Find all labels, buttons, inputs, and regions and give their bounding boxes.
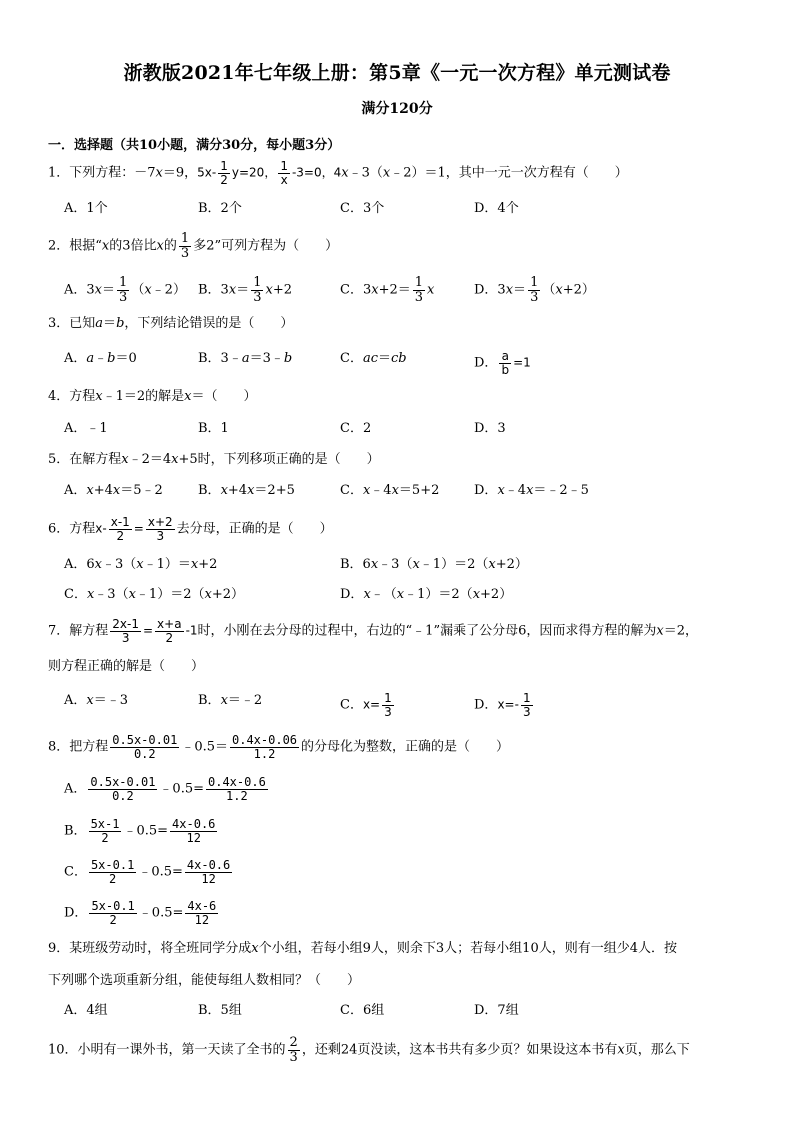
q9-text: 9．某班级劳动时，将全班同学分成 bbox=[48, 941, 252, 956]
q3-option-a[interactable] bbox=[64, 350, 137, 368]
q6-text: 6．方程 bbox=[48, 521, 96, 537]
option-text: D． bbox=[474, 483, 498, 498]
q4-text: 4．方程 bbox=[48, 389, 96, 404]
q2-text: 2．根据“ bbox=[48, 238, 102, 254]
denominator: 1.2 bbox=[253, 746, 276, 761]
denominator: 3 bbox=[530, 289, 539, 305]
option-expr: x= bbox=[362, 697, 381, 712]
q4-var: x bbox=[95, 389, 103, 404]
option-text: A．6 bbox=[64, 557, 95, 572]
var: x bbox=[555, 282, 563, 298]
q6-option-a[interactable] bbox=[64, 556, 217, 574]
question-4 bbox=[48, 388, 257, 406]
denominator: 3 bbox=[156, 528, 165, 543]
option-text: ﹣3（ bbox=[378, 557, 413, 572]
option-text: C． bbox=[340, 483, 363, 498]
q5-text: 5．在解方程 bbox=[48, 452, 122, 467]
q2-var: x bbox=[156, 238, 164, 254]
option-fraction bbox=[521, 692, 533, 718]
q1-option-c[interactable]: C．3个 bbox=[340, 201, 385, 216]
q1-var: x bbox=[341, 165, 349, 181]
q1-expr: -3=0，4 bbox=[291, 165, 342, 180]
var: x bbox=[220, 693, 228, 708]
numerator: 1 bbox=[119, 275, 128, 290]
var: x bbox=[86, 693, 94, 708]
q9-option-b[interactable]: B．5组 bbox=[198, 1003, 242, 1018]
question-7-line-2: 则方程正确的解是（ ） bbox=[48, 659, 205, 674]
q8-text: 8．把方程 bbox=[48, 739, 109, 755]
option-text: +2） bbox=[562, 282, 595, 298]
option-text: ＝ bbox=[513, 282, 527, 298]
q9-option-d[interactable]: D．7组 bbox=[474, 1003, 519, 1018]
numerator: 1 bbox=[220, 159, 228, 173]
option-text: ＝ bbox=[102, 282, 116, 298]
q2-fraction bbox=[179, 232, 191, 260]
option-text: ﹣4 bbox=[370, 483, 392, 498]
numerator: 1 bbox=[384, 691, 392, 705]
option-fraction bbox=[117, 276, 129, 304]
option-fraction bbox=[185, 859, 232, 885]
q7-text: 7．解方程 bbox=[48, 623, 109, 639]
q1-option-b[interactable]: B．2个 bbox=[198, 201, 242, 216]
option-text: A． bbox=[64, 693, 87, 708]
q1-expr: 5x- bbox=[197, 165, 217, 180]
option-fraction bbox=[89, 818, 122, 844]
option-text: D． bbox=[340, 587, 364, 602]
option-text: B．3﹣ bbox=[198, 351, 242, 366]
var: x bbox=[112, 483, 121, 498]
var: x bbox=[396, 587, 405, 602]
var: b bbox=[107, 351, 116, 366]
q4-text: ﹣1＝2的解是 bbox=[102, 389, 185, 404]
denominator: 3 bbox=[121, 630, 130, 645]
option-fraction bbox=[89, 900, 136, 926]
option-text: +2＝ bbox=[378, 282, 411, 298]
var: x bbox=[363, 587, 371, 602]
var: x bbox=[228, 282, 237, 298]
var: b bbox=[283, 351, 293, 366]
var: x bbox=[472, 587, 481, 602]
var: x bbox=[505, 282, 514, 298]
q1-text: ﹣3（ bbox=[348, 165, 383, 181]
q5-var: x bbox=[171, 452, 179, 467]
q10-text: 页，那么下 bbox=[624, 1042, 690, 1058]
option-text: C．3 bbox=[340, 282, 372, 298]
option-fraction bbox=[382, 692, 394, 718]
q1-fraction-1 bbox=[218, 160, 230, 186]
q3-option-c[interactable] bbox=[340, 350, 407, 368]
q7-option-d[interactable] bbox=[474, 692, 535, 718]
question-8 bbox=[48, 734, 509, 760]
q7-var: x bbox=[656, 623, 664, 639]
numerator: 0.4x-0.6 bbox=[208, 775, 266, 789]
q9-text: 个小组，若每小组9人，则余下3人；若每小组10人，则有一组少4人．按 bbox=[258, 941, 677, 956]
q3-option-d[interactable] bbox=[474, 350, 531, 376]
q8-option-b[interactable] bbox=[64, 818, 219, 844]
q8-fraction-2 bbox=[230, 734, 299, 760]
numerator: 5x-0.1 bbox=[90, 858, 135, 872]
q4-option-a[interactable]: A．﹣1 bbox=[64, 421, 108, 436]
numerator: 1 bbox=[253, 275, 262, 290]
numerator: 4x-0.6 bbox=[186, 858, 231, 872]
numerator: 1 bbox=[280, 159, 288, 173]
option-text: C． bbox=[64, 587, 87, 602]
denominator: b bbox=[501, 362, 510, 377]
numerator: 1 bbox=[530, 275, 539, 290]
option-text: A．3 bbox=[64, 282, 95, 298]
numerator: 5x-1 bbox=[90, 817, 120, 831]
denominator: 0.2 bbox=[133, 746, 156, 761]
var: x bbox=[265, 282, 273, 298]
var: x bbox=[86, 587, 95, 602]
q2-text: 的3倍比 bbox=[109, 238, 157, 254]
option-text: ＝5﹣2 bbox=[120, 483, 163, 498]
question-6 bbox=[48, 516, 333, 542]
q8-text: ﹣0.5＝ bbox=[181, 739, 228, 755]
option-text: ＝ bbox=[236, 282, 250, 298]
q3-var: b bbox=[116, 316, 125, 331]
option-text: +2 bbox=[272, 282, 292, 298]
var: x bbox=[190, 557, 199, 572]
q7-option-c[interactable] bbox=[340, 692, 396, 718]
var: x bbox=[247, 483, 255, 498]
q6-text: 去分母，正确的是（ ） bbox=[176, 521, 333, 537]
option-text: ﹣2） bbox=[151, 282, 186, 298]
q6-option-c[interactable] bbox=[64, 586, 244, 604]
q7-option-a[interactable] bbox=[64, 692, 128, 710]
q2-option-b[interactable] bbox=[198, 276, 292, 304]
q2-var: x bbox=[101, 238, 110, 254]
q1-option-d[interactable]: D．4个 bbox=[474, 201, 519, 216]
q1-option-a[interactable]: A．1个 bbox=[64, 201, 108, 216]
q7-fraction-1 bbox=[110, 618, 141, 644]
option-text: B．3 bbox=[198, 282, 229, 298]
option-text: A． bbox=[64, 781, 87, 797]
page-subtitle: 满分120分 bbox=[361, 101, 433, 117]
denominator: 3 bbox=[522, 704, 531, 719]
option-text: D．3 bbox=[474, 282, 506, 298]
q3-text: 3．已知 bbox=[48, 316, 96, 331]
numerator: 1 bbox=[180, 231, 190, 246]
option-text: ＝0 bbox=[115, 351, 137, 366]
option-text: ﹣（ bbox=[370, 587, 397, 602]
q1-fraction-2 bbox=[278, 160, 290, 186]
question-3 bbox=[48, 315, 293, 333]
denominator: 12 bbox=[186, 830, 201, 845]
q8-fraction-1 bbox=[110, 734, 179, 760]
q5-text: ﹣2＝4 bbox=[128, 452, 172, 467]
numerator: x+a bbox=[157, 617, 182, 631]
q4-option-c[interactable]: C．2 bbox=[340, 421, 372, 436]
var: x bbox=[362, 483, 371, 498]
option-text: D． bbox=[474, 355, 498, 371]
numerator: 4x-0.6 bbox=[172, 817, 216, 831]
denominator: 2 bbox=[165, 630, 174, 645]
numerator: 0.5x-0.01 bbox=[112, 733, 178, 747]
q8-option-c[interactable] bbox=[64, 859, 234, 885]
numerator: x-1 bbox=[110, 515, 130, 529]
question-10 bbox=[48, 1036, 690, 1064]
option-text: B． bbox=[198, 483, 221, 498]
q7-fraction-2 bbox=[155, 618, 184, 644]
q10-text: ，还剩24页没读，这本书共有多少页？如果设这本书有 bbox=[301, 1042, 618, 1058]
q2-text: 的 bbox=[163, 238, 177, 254]
var: x bbox=[526, 483, 534, 498]
var: x bbox=[94, 282, 103, 298]
q6-option-d[interactable] bbox=[340, 586, 512, 604]
var: x bbox=[128, 587, 136, 602]
denominator: 12 bbox=[201, 871, 216, 886]
q8-option-d[interactable] bbox=[64, 900, 220, 926]
numerator: 2 bbox=[289, 1035, 298, 1050]
q6-expr: = bbox=[133, 521, 144, 536]
numerator: 2x-1 bbox=[112, 617, 139, 631]
option-text: +2 bbox=[198, 557, 218, 572]
q1-var: x bbox=[155, 165, 163, 181]
var: x bbox=[370, 557, 379, 572]
option-text: C． bbox=[340, 351, 363, 366]
option-text: C． bbox=[64, 864, 87, 880]
option-text: A． bbox=[64, 351, 87, 366]
option-fraction bbox=[185, 900, 218, 926]
question-9 bbox=[48, 940, 677, 958]
option-text: ﹣0.5= bbox=[138, 864, 183, 880]
option-text: ﹣0.5= bbox=[138, 905, 184, 921]
q7-expr: = bbox=[142, 623, 154, 638]
option-text: D． bbox=[64, 905, 88, 921]
option-text: ﹣1）＝2（ bbox=[404, 587, 473, 602]
q10-fraction bbox=[288, 1036, 300, 1064]
option-text: D． bbox=[474, 697, 498, 713]
option-text: ＝ bbox=[377, 351, 391, 366]
option-text: ﹣ bbox=[94, 351, 108, 366]
option-text: +2） bbox=[480, 587, 513, 602]
numerator: 0.5x-0.01 bbox=[90, 775, 156, 789]
q2-text: 多2”可列方程为（ ） bbox=[193, 238, 339, 254]
option-text: ＝3﹣ bbox=[249, 351, 284, 366]
option-text: ﹣3（ bbox=[94, 587, 129, 602]
denominator: 3 bbox=[180, 245, 190, 261]
q5-text: +5时，下列移项正确的是（ ） bbox=[178, 452, 380, 467]
option-text: ＝2+5 bbox=[254, 483, 295, 498]
denominator: 3 bbox=[414, 289, 424, 305]
numerator: 4x-6 bbox=[187, 899, 217, 913]
denominator: 2 bbox=[220, 172, 228, 187]
option-text: B． bbox=[64, 823, 87, 839]
option-text: （ bbox=[542, 282, 556, 298]
q9-option-a[interactable]: A．4组 bbox=[64, 1003, 108, 1018]
option-text: B． bbox=[198, 693, 221, 708]
q1-var: x bbox=[382, 165, 391, 181]
section-heading: 一．选择题（共10小题，满分30分，每小题3分） bbox=[48, 138, 341, 153]
option-text: +4 bbox=[227, 483, 248, 498]
var: x bbox=[136, 557, 144, 572]
q6-option-b[interactable] bbox=[340, 556, 528, 574]
option-text: =1 bbox=[513, 355, 531, 370]
q1-text: 1．下列方程：－7 bbox=[48, 165, 156, 181]
q9-var: x bbox=[251, 941, 259, 956]
var: cb bbox=[391, 351, 407, 366]
q3-var: a bbox=[95, 316, 104, 331]
option-text: ﹣1）＝2（ bbox=[135, 587, 205, 602]
option-text: +2） bbox=[211, 587, 244, 602]
q6-expr: x- bbox=[95, 521, 107, 536]
q8-text: 的分母化为整数，正确的是（ ） bbox=[301, 739, 510, 755]
numerator: 1 bbox=[414, 275, 424, 290]
q1-text: ＝9， bbox=[162, 165, 198, 181]
q1-text: ﹣2）＝1，其中一元一次方程有（ ） bbox=[390, 165, 628, 181]
option-text: （ bbox=[131, 282, 145, 298]
var: x bbox=[497, 483, 505, 498]
q4-text: ＝（ ） bbox=[191, 389, 257, 404]
q1-expr: y=20， bbox=[231, 165, 277, 180]
question-1 bbox=[48, 160, 628, 186]
option-text: A． bbox=[64, 483, 87, 498]
q5-option-c[interactable] bbox=[340, 482, 439, 500]
numerator: 0.4x-0.06 bbox=[232, 733, 298, 747]
q9-option-c[interactable]: C．6组 bbox=[340, 1003, 385, 1018]
option-text: ﹣4 bbox=[504, 483, 527, 498]
question-2 bbox=[48, 232, 338, 260]
var: x bbox=[86, 483, 94, 498]
denominator: 2 bbox=[101, 830, 109, 845]
var: x bbox=[94, 557, 103, 572]
denominator: 3 bbox=[384, 704, 392, 719]
option-text: +2） bbox=[495, 557, 528, 572]
option-expr: x=- bbox=[497, 697, 519, 712]
var: x bbox=[220, 483, 228, 498]
option-text: ﹣0.5= bbox=[159, 781, 204, 797]
q3-text: ，下列结论错误的是（ ） bbox=[124, 316, 294, 331]
option-fraction bbox=[206, 776, 268, 802]
q5-var: x bbox=[121, 452, 129, 467]
var: a bbox=[86, 351, 95, 366]
var: x bbox=[427, 282, 435, 298]
option-fraction bbox=[499, 350, 511, 376]
option-text: ＝﹣2 bbox=[227, 693, 263, 708]
q5-option-a[interactable] bbox=[64, 482, 163, 500]
numerator: 5x-0.1 bbox=[91, 899, 135, 913]
q2-option-c[interactable] bbox=[340, 276, 434, 304]
denominator: 1.2 bbox=[226, 788, 248, 803]
option-text: ＝﹣3 bbox=[93, 693, 129, 708]
q8-option-a[interactable] bbox=[64, 776, 270, 802]
page-title: 浙教版2021年七年级上册：第5章《一元一次方程》单元测试卷 bbox=[123, 62, 671, 84]
option-fraction bbox=[251, 276, 263, 304]
option-text: +4 bbox=[93, 483, 113, 498]
q6-fraction-2 bbox=[146, 516, 175, 542]
q3-option-b[interactable] bbox=[198, 350, 292, 368]
q3-text: ＝ bbox=[103, 316, 117, 331]
var: x bbox=[391, 483, 399, 498]
var: x bbox=[204, 587, 212, 602]
q7-expr: -1 bbox=[185, 623, 198, 638]
question-7 bbox=[48, 618, 698, 644]
var: x bbox=[371, 282, 379, 298]
q10-text: 10．小明有一课外书，第一天读了全书的 bbox=[48, 1042, 286, 1058]
q10-var: x bbox=[617, 1042, 625, 1058]
q7-text: 时，小刚在去分母的过程中，右边的“﹣1”漏乘了公分母6，因而求得方程的解为 bbox=[197, 623, 657, 639]
option-fraction bbox=[88, 776, 157, 802]
option-text: ﹣0.5= bbox=[123, 823, 169, 839]
var: x bbox=[488, 557, 496, 572]
option-fraction bbox=[528, 276, 540, 304]
q5-option-b[interactable] bbox=[198, 482, 295, 500]
denominator: 3 bbox=[119, 289, 128, 305]
option-text: C． bbox=[340, 697, 363, 713]
denominator: 2 bbox=[109, 871, 117, 886]
q6-fraction-1 bbox=[109, 516, 132, 542]
option-fraction bbox=[170, 818, 217, 844]
q4-option-d[interactable]: D．3 bbox=[474, 421, 506, 436]
q2-option-a[interactable] bbox=[64, 276, 186, 304]
numerator: 1 bbox=[522, 691, 531, 705]
q4-option-b[interactable]: B．1 bbox=[198, 421, 229, 436]
option-text: ＝﹣2﹣5 bbox=[533, 483, 589, 498]
option-fraction bbox=[413, 276, 425, 304]
q4-var: x bbox=[184, 389, 192, 404]
option-fraction bbox=[89, 859, 136, 885]
denominator: 3 bbox=[253, 289, 262, 305]
numerator: x+2 bbox=[147, 515, 173, 529]
var: x bbox=[144, 282, 152, 298]
option-text: ﹣1）＝ bbox=[143, 557, 191, 572]
numerator: a bbox=[499, 350, 511, 364]
denominator: 3 bbox=[289, 1049, 298, 1065]
denominator: 2 bbox=[116, 528, 125, 543]
q7-text: ＝2， bbox=[663, 623, 698, 639]
option-text: ﹣3（ bbox=[102, 557, 137, 572]
question-9-line-2: 下列哪个选项重新分组，能使每组人数相同？（ ） bbox=[48, 973, 361, 988]
denominator: x bbox=[280, 172, 288, 187]
option-text: ﹣1）＝2（ bbox=[419, 557, 489, 572]
var: x bbox=[412, 557, 420, 572]
option-text: ＝5+2 bbox=[398, 483, 440, 498]
q2-option-d[interactable] bbox=[474, 276, 595, 304]
var: a bbox=[241, 351, 250, 366]
denominator: 12 bbox=[194, 912, 210, 927]
var: ac bbox=[362, 351, 378, 366]
option-text: B．6 bbox=[340, 557, 371, 572]
q7-option-b[interactable] bbox=[198, 692, 262, 710]
denominator: 0.2 bbox=[112, 788, 134, 803]
q5-option-d[interactable] bbox=[474, 482, 589, 500]
question-5 bbox=[48, 451, 380, 469]
denominator: 2 bbox=[109, 912, 117, 927]
